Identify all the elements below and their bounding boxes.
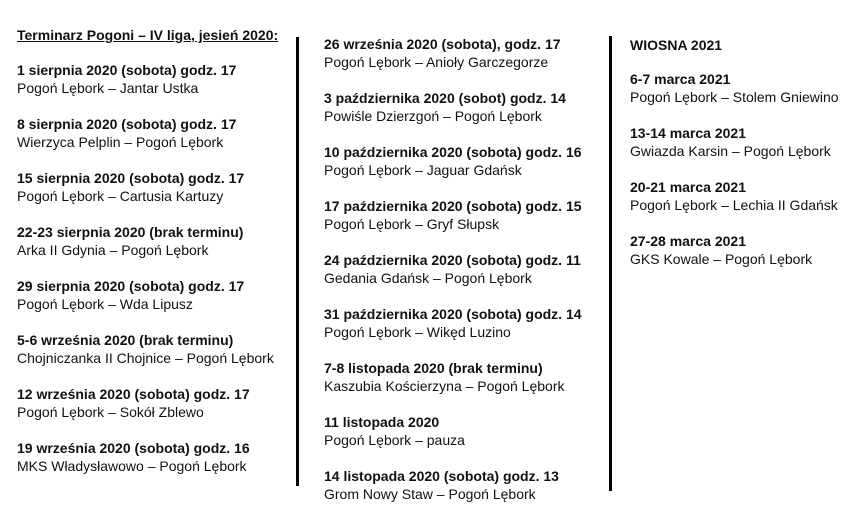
column-divider-right xyxy=(609,36,612,491)
match-entry xyxy=(17,223,278,259)
match-entry xyxy=(17,61,278,97)
match-entry xyxy=(630,70,839,106)
match-entry xyxy=(17,277,278,313)
match-date: 15 sierpnia 2020 (sobota) godz. 17 xyxy=(17,170,245,186)
match-teams: Powiśle Dzierzgoń – Pogoń Lębork xyxy=(324,108,542,124)
match-entry xyxy=(17,169,278,205)
match-entry xyxy=(630,178,839,214)
match-teams: Pogoń Lębork – Anioły Garczegorze xyxy=(324,54,549,70)
match-teams: Chojniczanka II Chojnice – Pogoń Lębork xyxy=(17,350,274,366)
match-teams: Pogoń Lębork – Wikęd Luzino xyxy=(324,324,511,340)
match-teams: Pogoń Lębork – Gryf Słupsk xyxy=(324,216,500,232)
match-entry xyxy=(324,89,582,125)
match-teams: Pogoń Lębork – Jantar Ustka xyxy=(17,80,199,96)
match-entry xyxy=(324,413,582,449)
match-teams: Arka II Gdynia – Pogoń Lębork xyxy=(17,242,209,258)
match-entry xyxy=(17,385,278,421)
match-date: 24 października 2020 (sobota) godz. 11 xyxy=(324,252,581,268)
spring-column xyxy=(630,37,839,286)
match-date: 10 października 2020 (sobota) godz. 16 xyxy=(324,144,582,160)
match-date: 22-23 sierpnia 2020 (brak terminu) xyxy=(17,224,244,240)
match-entry xyxy=(324,359,582,395)
match-date: 1 sierpnia 2020 (sobota) godz. 17 xyxy=(17,62,237,78)
match-entry xyxy=(324,143,582,179)
schedule-title: Terminarz Pogoni – IV liga, jesień 2020: xyxy=(17,27,279,43)
match-date: 26 września 2020 (sobota), godz. 17 xyxy=(324,36,561,52)
match-teams: Gwiazda Karsin – Pogoń Lębork xyxy=(630,143,831,159)
match-date: 11 listopada 2020 xyxy=(324,414,440,430)
autumn-column-2 xyxy=(324,35,582,521)
column-divider-left xyxy=(296,37,299,486)
autumn-column-1 xyxy=(17,27,278,493)
match-teams: Gedania Gdańsk – Pogoń Lębork xyxy=(324,270,532,286)
match-teams: Pogoń Lębork – Cartusia Kartuzy xyxy=(17,188,224,204)
match-entry xyxy=(324,467,582,503)
match-date: 7-8 listopada 2020 (brak terminu) xyxy=(324,360,543,376)
match-entry xyxy=(324,305,582,341)
match-date: 20-21 marca 2021 xyxy=(630,179,746,195)
match-date: 6-7 marca 2021 xyxy=(630,71,731,87)
match-teams: Pogoń Lębork – Sokół Zblewo xyxy=(17,404,204,420)
match-teams: Pogoń Lębork – Jaguar Gdańsk xyxy=(324,162,522,178)
match-date: 5-6 września 2020 (brak terminu) xyxy=(17,332,234,348)
match-entry xyxy=(324,197,582,233)
match-date: 8 sierpnia 2020 (sobota) godz. 17 xyxy=(17,116,237,132)
match-date: 27-28 marca 2021 xyxy=(630,233,746,249)
match-entry xyxy=(324,35,582,71)
match-entry xyxy=(324,251,582,287)
match-teams: Pogoń Lębork – Stolem Gniewino xyxy=(630,89,839,105)
match-teams: Wierzyca Pelplin – Pogoń Lębork xyxy=(17,134,224,150)
match-date: 14 listopada 2020 (sobota) godz. 13 xyxy=(324,468,559,484)
match-teams: Kaszubia Kościerzyna – Pogoń Lębork xyxy=(324,378,565,394)
match-date: 3 października 2020 (sobot) godz. 14 xyxy=(324,90,566,106)
match-entry xyxy=(17,331,278,367)
match-date: 12 września 2020 (sobota) godz. 17 xyxy=(17,386,250,402)
match-date: 31 października 2020 (sobota) godz. 14 xyxy=(324,306,582,322)
match-date: 29 sierpnia 2020 (sobota) godz. 17 xyxy=(17,278,245,294)
spring-season-title: WIOSNA 2021 xyxy=(630,37,723,53)
match-date: 17 października 2020 (sobota) godz. 15 xyxy=(324,198,582,214)
match-teams: GKS Kowale – Pogoń Lębork xyxy=(630,251,813,267)
match-entry xyxy=(17,115,278,151)
match-teams: Pogoń Lębork – pauza xyxy=(324,432,465,448)
match-entry xyxy=(17,439,278,475)
match-date: 13-14 marca 2021 xyxy=(630,125,746,141)
match-entry xyxy=(630,124,839,160)
match-date: 19 września 2020 (sobota) godz. 16 xyxy=(17,440,250,456)
match-teams: Pogoń Lębork – Lechia II Gdańsk xyxy=(630,197,838,213)
match-teams: Grom Nowy Staw – Pogoń Lębork xyxy=(324,486,536,502)
match-entry xyxy=(630,232,839,268)
match-teams: Pogoń Lębork – Wda Lipusz xyxy=(17,296,193,312)
match-teams: MKS Władysławowo – Pogoń Lębork xyxy=(17,458,247,474)
